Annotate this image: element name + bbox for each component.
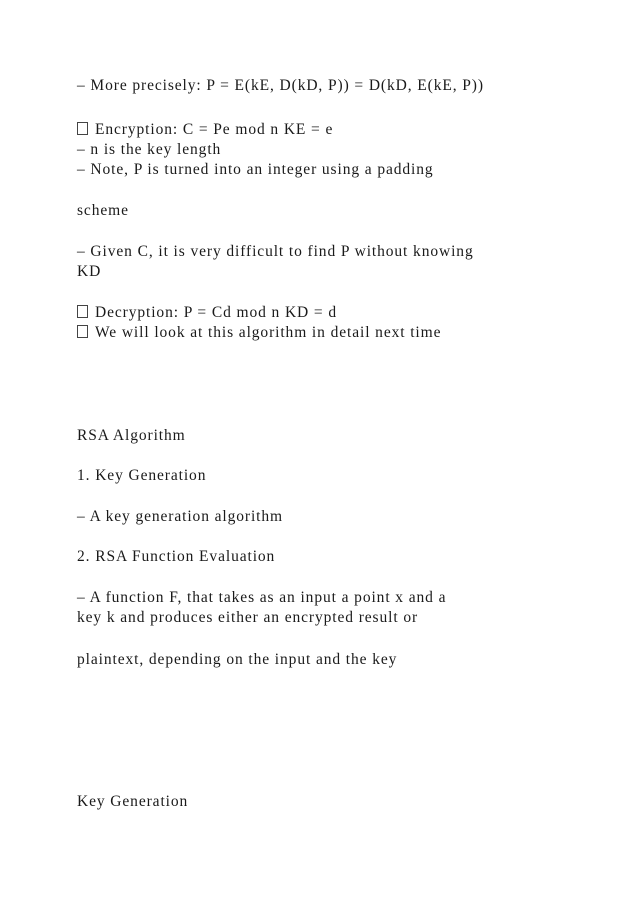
key-generation-desc: – A key generation algorithm xyxy=(77,508,283,525)
given-c-line: – Given C, it is very difficult to find P without knowing xyxy=(77,243,474,260)
function-desc-line-1: – A function F, that takes as an input a point x and a xyxy=(77,589,447,606)
next-time-line xyxy=(77,323,441,343)
decryption-line xyxy=(77,303,337,323)
function-desc-line-2: key k and produces either an encrypted result or xyxy=(77,609,419,626)
decryption-text: Decryption: P = Cd mod n KD = d xyxy=(95,304,337,321)
scheme-line: scheme xyxy=(77,202,129,219)
key-generation-item: 1. Key Generation xyxy=(77,467,207,484)
bullet-box-icon xyxy=(77,122,88,135)
function-desc-line-3: plaintext, depending on the input and the key xyxy=(77,651,398,668)
next-time-text: We will look at this algorithm in detail next time xyxy=(95,324,442,341)
bullet-box-icon xyxy=(77,325,88,338)
rsa-algorithm-heading: RSA Algorithm xyxy=(77,427,186,444)
bullet-box-icon xyxy=(77,305,88,318)
key-length-line: – n is the key length xyxy=(77,141,222,158)
encryption-line xyxy=(77,120,333,140)
encryption-text: Encryption: C = Pe mod n KE = e xyxy=(95,121,334,138)
function-evaluation-item: 2. RSA Function Evaluation xyxy=(77,548,276,565)
key-generation-heading: Key Generation xyxy=(77,793,189,810)
kd-line: KD xyxy=(77,263,102,280)
padding-note-line: – Note, P is turned into an integer using a padding xyxy=(77,161,434,178)
precise-definition-line: – More precisely: P = E(kE, D(kD, P)) = D(kD, E(kE, P)) xyxy=(77,77,484,94)
